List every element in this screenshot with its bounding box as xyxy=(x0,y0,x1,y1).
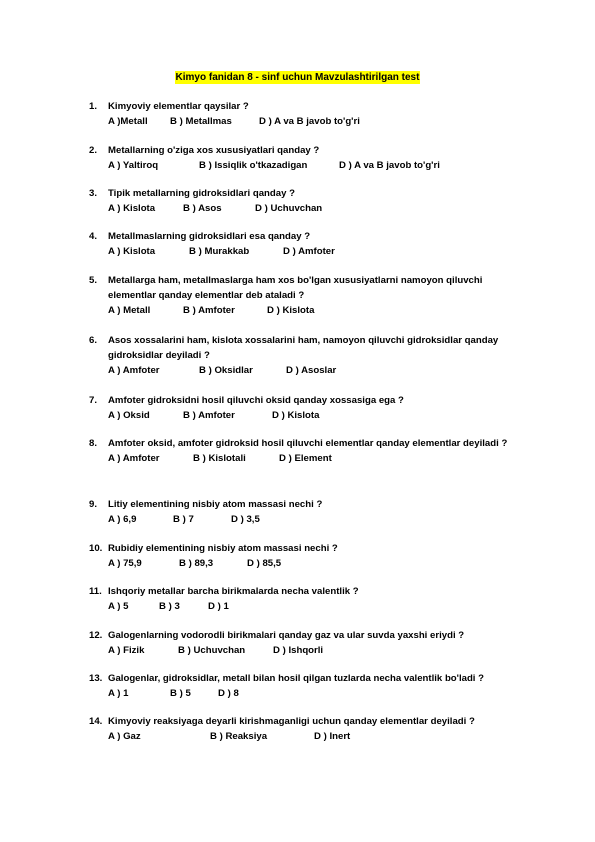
option-b: B ) Murakkab xyxy=(189,246,250,257)
option-b: B ) Kislotali xyxy=(193,453,246,464)
question-text: Tipik metallarning gidroksidlari qanday ? xyxy=(108,188,295,199)
option-d: D ) Kislota xyxy=(267,305,315,316)
page-title: Kimyo fanidan 8 - sinf uchun Mavzulashtirilgan test xyxy=(175,72,420,83)
option-b: B ) Asos xyxy=(183,203,222,214)
question-12 xyxy=(89,628,529,658)
option-a: A ) Amfoter xyxy=(108,365,160,376)
question-number: 14. xyxy=(89,716,103,727)
option-b: B ) 89,3 xyxy=(179,558,214,569)
question-8 xyxy=(89,436,529,466)
option-a: A ) 6,9 xyxy=(108,514,137,525)
question-4 xyxy=(89,229,529,259)
answer-options xyxy=(108,729,529,744)
question-number: 3. xyxy=(89,188,98,199)
option-b: B ) 5 xyxy=(170,688,191,699)
option-a: A ) Amfoter xyxy=(108,453,160,464)
question-14 xyxy=(89,714,529,744)
option-d: D ) Kislota xyxy=(272,410,320,421)
option-b: B ) Reaksiya xyxy=(210,731,268,742)
answer-options xyxy=(108,158,529,173)
option-d: D ) A va B javob to'g'ri xyxy=(339,160,440,171)
question-text: Galogenlarning vodorodli birikmalari qanday gaz va ular suvda yaxshi eriydi ? xyxy=(108,630,465,641)
question-text: Ishqoriy metallar barcha birikmalarda necha valentlik ? xyxy=(108,586,359,597)
answer-options xyxy=(108,303,529,318)
option-a: A ) Kislota xyxy=(108,246,156,257)
question-5 xyxy=(89,273,529,318)
option-d: D ) Amfoter xyxy=(283,246,335,257)
question-text: Litiy elementining nisbiy atom massasi nechi ? xyxy=(108,499,323,510)
option-a: A ) Oksid xyxy=(108,410,150,421)
option-a: A ) Metall xyxy=(108,305,151,316)
option-d: D ) 85,5 xyxy=(247,558,282,569)
option-a: A ) 75,9 xyxy=(108,558,142,569)
question-number: 12. xyxy=(89,630,103,641)
option-b: B ) Metallmas xyxy=(170,116,232,127)
option-a: A ) Yaltiroq xyxy=(108,160,159,171)
option-b: B ) Uchuvchan xyxy=(178,645,246,656)
answer-options xyxy=(108,408,529,423)
question-7 xyxy=(89,393,529,423)
option-b: B ) Amfoter xyxy=(183,305,235,316)
answer-options xyxy=(108,599,529,614)
question-number: 13. xyxy=(89,673,103,684)
answer-options xyxy=(108,512,529,527)
question-2 xyxy=(89,143,529,173)
question-text: Kimyoviy elementlar qaysilar ? xyxy=(108,101,249,112)
option-b: B ) 7 xyxy=(173,514,194,525)
question-number: 5. xyxy=(89,275,98,286)
question-11 xyxy=(89,584,529,614)
answer-options xyxy=(108,201,529,216)
option-d: D ) A va B javob to'g'ri xyxy=(259,116,360,127)
option-b: B ) Oksidlar xyxy=(199,365,253,376)
option-a: A ) Fizik xyxy=(108,645,145,656)
option-d: D ) Element xyxy=(279,453,332,464)
question-text: Amfoter gidroksidni hosil qiluvchi oksid qanday xossasiga ega ? xyxy=(108,395,404,406)
question-10 xyxy=(89,541,529,571)
answer-options xyxy=(108,244,529,259)
question-9 xyxy=(89,497,529,527)
question-13 xyxy=(89,671,529,701)
question-3 xyxy=(89,186,529,216)
option-b: B ) Issiqlik o'tkazadigan xyxy=(199,160,308,171)
question-text: Rubidiy elementining nisbiy atom massasi nechi ? xyxy=(108,543,338,554)
option-d: D ) Inert xyxy=(314,731,351,742)
question-number: 6. xyxy=(89,335,98,346)
question-number: 10. xyxy=(89,543,103,554)
option-a: A ) Gaz xyxy=(108,731,141,742)
question-6 xyxy=(89,333,529,378)
option-d: D ) Asoslar xyxy=(286,365,337,376)
question-number: 4. xyxy=(89,231,98,242)
question-text: Metallmaslarning gidroksidlari esa qanday ? xyxy=(108,231,311,242)
option-b: B ) Amfoter xyxy=(183,410,235,421)
question-number: 1. xyxy=(89,101,98,112)
option-a: A ) Kislota xyxy=(108,203,156,214)
option-d: D ) Ishqorli xyxy=(273,645,324,656)
option-a: A ) 5 xyxy=(108,601,129,612)
option-d: D ) 3,5 xyxy=(231,514,260,525)
option-d: D ) 1 xyxy=(208,601,229,612)
option-a: A ) 1 xyxy=(108,688,129,699)
question-number: 7. xyxy=(89,395,98,406)
question-number: 2. xyxy=(89,145,98,156)
question-text: Metallarning o'ziga xos xususiyatlari qanday ? xyxy=(108,145,320,156)
answer-options xyxy=(108,451,529,466)
option-d: D ) Uchuvchan xyxy=(255,203,323,214)
question-number: 9. xyxy=(89,499,98,510)
question-number: 8. xyxy=(89,438,98,449)
question-text: Asos xossalarini ham, kislota xossalarini ham, namoyon qiluvchi gidroksidlar qanday gidroksidlar deyiladi ? xyxy=(108,335,499,361)
answer-options xyxy=(108,114,529,129)
option-a: A )Metall xyxy=(108,116,148,127)
answer-options xyxy=(108,363,529,378)
question-text: Metallarga ham, metallmaslarga ham xos bo'lgan xususiyatlarni namoyon qiluvchi elementlar qanday elementlar deb ataladi ? xyxy=(108,275,483,301)
answer-options xyxy=(108,686,529,701)
answer-options xyxy=(108,643,529,658)
question-number: 11. xyxy=(89,586,102,597)
question-text: Kimyoviy reaksiyaga deyarli kirishmaganligi uchun qanday elementlar deyiladi ? xyxy=(108,716,475,727)
answer-options xyxy=(108,556,529,571)
question-text: Amfoter oksid, amfoter gidroksid hosil qiluvchi elementlar qanday elementlar deyiladi ? xyxy=(108,438,508,449)
question-text: Galogenlar, gidroksidlar, metall bilan hosil qilgan tuzlarda necha valentlik bo'ladi ? xyxy=(108,673,484,684)
question-1 xyxy=(89,99,529,129)
option-d: D ) 8 xyxy=(218,688,239,699)
option-b: B ) 3 xyxy=(159,601,180,612)
